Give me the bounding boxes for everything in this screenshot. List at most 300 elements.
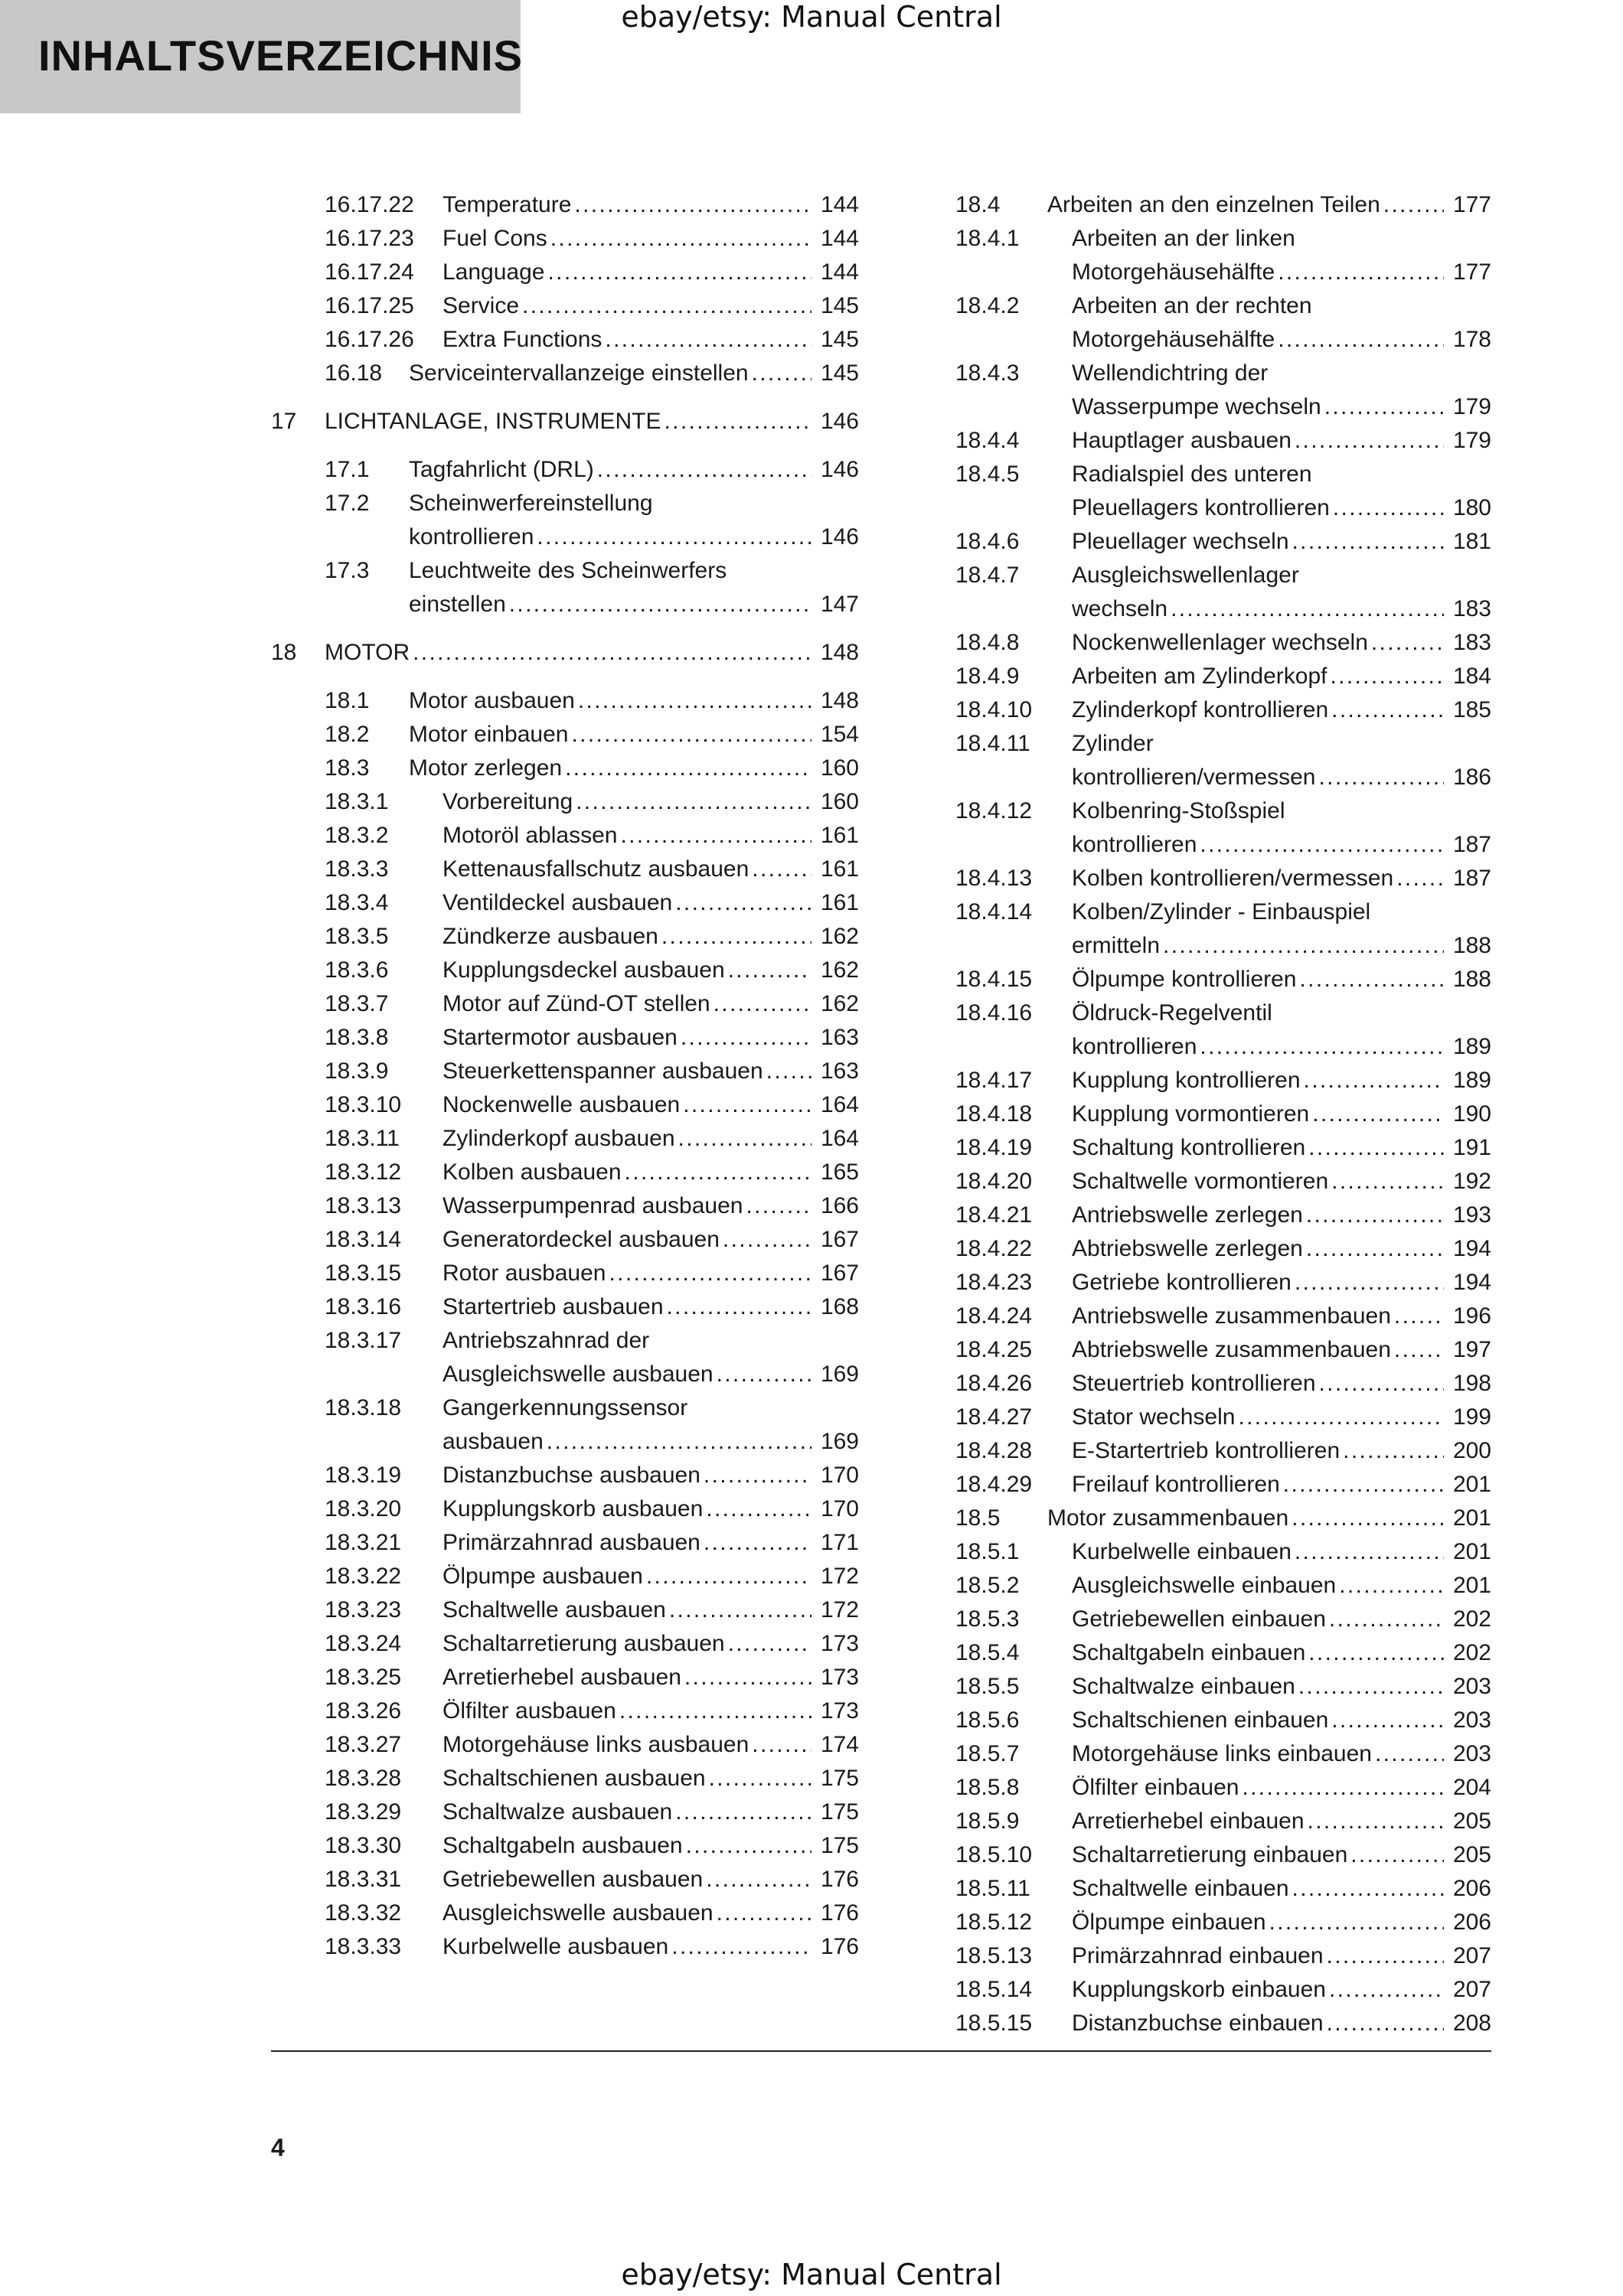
- toc-entry-number: 18.3.7: [325, 991, 389, 1016]
- toc-entry[interactable]: [271, 886, 859, 920]
- toc-entry[interactable]: [955, 1838, 1491, 1872]
- toc-entry[interactable]: [955, 895, 1491, 963]
- toc-entry[interactable]: [955, 1199, 1491, 1232]
- toc-entry[interactable]: [955, 1367, 1491, 1401]
- dot-leader: [704, 1526, 812, 1560]
- toc-entry-number: 16.17.26: [325, 327, 414, 352]
- toc-entry-title: Kupplungsdeckel ausbauen: [442, 957, 725, 983]
- toc-entry-title: kontrollieren/vermessen: [1072, 765, 1316, 790]
- toc-entry-page: 174: [820, 1732, 859, 1757]
- toc-entry[interactable]: [271, 1795, 859, 1829]
- dot-leader: [550, 222, 812, 256]
- toc-entry-page: 180: [1452, 495, 1491, 520]
- toc-entry-number: 18.4.6: [955, 529, 1020, 554]
- toc-entry-page: 191: [1452, 1135, 1491, 1160]
- toc-entry-number: 16.17.24: [325, 259, 414, 285]
- toc-entry[interactable]: [955, 1704, 1491, 1737]
- toc-entry-page: 201: [1452, 1472, 1491, 1497]
- toc-entry-page: 171: [820, 1530, 859, 1555]
- toc-entry-number: 18.4.9: [955, 664, 1020, 689]
- dot-leader: [1200, 1030, 1444, 1064]
- toc-entry-page: 168: [820, 1294, 859, 1319]
- toc-entry-number: 18.4.24: [955, 1303, 1033, 1329]
- toc-entry[interactable]: [955, 458, 1491, 525]
- toc-entry-number: 18.3.27: [325, 1732, 402, 1757]
- dot-leader: [1283, 1468, 1444, 1502]
- toc-entry-number: 18.5.6: [955, 1707, 1020, 1733]
- toc-entry-number: 18.3.26: [325, 1698, 402, 1724]
- toc-entry-number: 18.3.30: [325, 1833, 402, 1858]
- toc-entry-title: Zylinder: [1072, 731, 1154, 756]
- toc-entry-number: 17.1: [325, 457, 370, 482]
- toc-entry[interactable]: [271, 920, 859, 954]
- toc-entry[interactable]: [271, 1290, 859, 1324]
- toc-entry[interactable]: [271, 1189, 859, 1223]
- dot-leader: [686, 1829, 812, 1863]
- toc-entry-title: Ausgleichswelle ausbauen: [442, 1362, 714, 1387]
- toc-entry[interactable]: [271, 1627, 859, 1661]
- dot-leader: [1319, 1367, 1444, 1401]
- dot-leader: [1308, 1636, 1444, 1670]
- toc-entry-title: Motor einbauen: [409, 722, 569, 747]
- toc-entry-page: 187: [1452, 866, 1491, 891]
- toc-entry-page: 173: [820, 1698, 859, 1724]
- toc-entry-title: Motorgehäuse links einbauen: [1072, 1741, 1372, 1766]
- toc-entry-page: 176: [820, 1934, 859, 1959]
- toc-entry[interactable]: [955, 1636, 1491, 1670]
- toc-entry[interactable]: [271, 222, 859, 256]
- toc-entry-number: 18.4.17: [955, 1068, 1033, 1093]
- toc-entry[interactable]: [955, 1502, 1491, 1535]
- toc-entry[interactable]: [955, 357, 1491, 424]
- toc-entry[interactable]: [955, 1939, 1491, 1973]
- toc-entry-title: Abtriebswelle zerlegen: [1072, 1236, 1303, 1261]
- toc-entry-page: 167: [820, 1261, 859, 1286]
- dot-leader: [684, 1661, 812, 1694]
- toc-entry-number: 18.4.26: [955, 1371, 1033, 1396]
- toc-entry-number: 18.3.2: [325, 823, 389, 848]
- toc-entry[interactable]: [271, 1694, 859, 1728]
- toc-entry-page: 186: [1452, 765, 1491, 790]
- dot-leader: [1278, 323, 1444, 357]
- toc-entry[interactable]: [955, 1535, 1491, 1569]
- toc-entry[interactable]: [955, 1670, 1491, 1704]
- toc-entry-page: 175: [820, 1799, 859, 1825]
- toc-entry[interactable]: [271, 256, 859, 289]
- toc-entry[interactable]: [955, 1064, 1491, 1097]
- toc-entry-number: 18.3.11: [325, 1126, 400, 1151]
- toc-entry[interactable]: [955, 1805, 1491, 1838]
- toc-entry-title: Distanzbuchse einbauen: [1072, 2011, 1324, 2036]
- toc-entry-number: 16.17.23: [325, 226, 414, 251]
- toc-entry[interactable]: [271, 357, 859, 390]
- toc-entry[interactable]: [955, 626, 1491, 660]
- toc-entry-title: MOTOR: [325, 640, 410, 665]
- watermark-top: ebay/etsy: Manual Central: [621, 0, 1002, 34]
- toc-entry-title: Primärzahnrad ausbauen: [442, 1530, 700, 1555]
- dot-leader: [1269, 1906, 1444, 1939]
- toc-entry-number: 18.3.22: [325, 1564, 402, 1589]
- toc-entry-page: 175: [820, 1833, 859, 1858]
- toc-entry-title: Motoröl ablassen: [442, 823, 618, 848]
- page-number: 4: [271, 2134, 285, 2161]
- toc-entry-number: 18.3.19: [325, 1463, 402, 1488]
- toc-entry-page: 169: [820, 1362, 859, 1387]
- toc-entry[interactable]: [271, 1762, 859, 1795]
- toc-entry-number: 18.4.27: [955, 1404, 1033, 1430]
- toc-entry-title: Primärzahnrad einbauen: [1072, 1943, 1324, 1968]
- dot-leader: [665, 405, 812, 439]
- toc-entry-title: Scheinwerfereinstellung: [409, 491, 653, 516]
- dot-leader: [709, 1762, 812, 1795]
- dot-leader: [706, 1492, 812, 1526]
- toc-entry-page: 173: [820, 1631, 859, 1656]
- toc-entry[interactable]: [271, 1459, 859, 1492]
- toc-entry[interactable]: [271, 1896, 859, 1930]
- toc-entry-page: 172: [820, 1564, 859, 1589]
- toc-entry[interactable]: [955, 963, 1491, 996]
- toc-entry-number: 18.3.12: [325, 1159, 402, 1185]
- toc-entry-title: ermitteln: [1072, 933, 1161, 958]
- toc-entry-title: Wellendichtring der: [1072, 360, 1269, 386]
- toc-entry[interactable]: [271, 554, 859, 621]
- toc-entry[interactable]: [955, 660, 1491, 693]
- toc-entry-number: 18.4.21: [955, 1202, 1033, 1228]
- toc-entry[interactable]: [955, 424, 1491, 458]
- toc-entry[interactable]: [955, 1300, 1491, 1333]
- toc-entry-number: 18.5.5: [955, 1674, 1020, 1699]
- toc-entry[interactable]: [271, 1391, 859, 1459]
- dot-leader: [1350, 1838, 1444, 1872]
- toc-entry-page: 207: [1452, 1977, 1491, 2002]
- dot-leader: [675, 886, 812, 920]
- watermark-bottom: ebay/etsy: Manual Central: [621, 2258, 1002, 2291]
- toc-entry-title: Nockenwelle ausbauen: [442, 1092, 681, 1117]
- toc-entry[interactable]: [271, 1526, 859, 1560]
- dot-leader: [1394, 1333, 1444, 1367]
- toc-entry-page: 200: [1452, 1438, 1491, 1463]
- dot-leader: [671, 1930, 812, 1964]
- toc-entry[interactable]: [271, 1492, 859, 1526]
- toc-entry[interactable]: [955, 559, 1491, 626]
- toc-entry-number: 18.4.7: [955, 563, 1020, 588]
- toc-entry-title: Arbeiten am Zylinderkopf: [1072, 664, 1327, 689]
- toc-entry-page: 201: [1452, 1539, 1491, 1564]
- toc-entry-number: 18.4.14: [955, 899, 1033, 925]
- toc-entry-page: 203: [1452, 1707, 1491, 1733]
- toc-entry-title: Arbeiten an der rechten: [1072, 293, 1312, 318]
- toc-entry-page: 203: [1452, 1674, 1491, 1699]
- toc-entry[interactable]: [271, 819, 859, 853]
- toc-entry-page: 165: [820, 1159, 859, 1185]
- toc-entry[interactable]: [271, 718, 859, 752]
- toc-entry[interactable]: [955, 1468, 1491, 1502]
- toc-entry[interactable]: [955, 525, 1491, 559]
- toc-entry-page: 206: [1452, 1910, 1491, 1935]
- dot-leader: [675, 1795, 812, 1829]
- dot-leader: [1327, 2007, 1444, 2040]
- toc-entry-page: 144: [820, 259, 859, 285]
- toc-entry[interactable]: [955, 1097, 1491, 1131]
- toc-entry-title: Kolben kontrollieren/vermessen: [1072, 866, 1394, 891]
- dot-leader: [752, 357, 812, 390]
- toc-entry[interactable]: [955, 794, 1491, 862]
- toc-entry-page: 202: [1452, 1640, 1491, 1665]
- dot-leader: [1238, 1401, 1444, 1434]
- toc-entry-page: 194: [1452, 1236, 1491, 1261]
- toc-entry-title: Ventildeckel ausbauen: [442, 890, 673, 915]
- dot-leader: [714, 987, 812, 1021]
- dot-leader: [620, 819, 812, 853]
- dot-leader: [413, 636, 812, 670]
- toc-entry-page: 144: [820, 192, 859, 217]
- toc-entry-number: 18.5: [955, 1505, 1001, 1531]
- toc-entry-number: 18.3.28: [325, 1766, 402, 1791]
- toc-entry-title: Kolben/Zylinder - Einbauspiel: [1072, 899, 1371, 925]
- toc-entry-number: 18.3.9: [325, 1058, 389, 1084]
- toc-entry[interactable]: [955, 1434, 1491, 1468]
- toc-entry-number: 18.5.9: [955, 1808, 1020, 1834]
- toc-entry[interactable]: [271, 1257, 859, 1290]
- toc-entry-number: 18.3.31: [325, 1867, 402, 1892]
- toc-entry[interactable]: [271, 1661, 859, 1694]
- toc-entry[interactable]: [955, 222, 1491, 289]
- toc-entry[interactable]: [955, 1872, 1491, 1906]
- dot-leader: [537, 520, 812, 554]
- toc-entry-number: 18.4.16: [955, 1000, 1033, 1026]
- toc-entry[interactable]: [955, 727, 1491, 794]
- toc-entry-page: 208: [1452, 2011, 1491, 2036]
- toc-entry[interactable]: [271, 1593, 859, 1627]
- toc-entry-title: Ölpumpe einbauen: [1072, 1910, 1266, 1935]
- dot-leader: [597, 453, 812, 487]
- toc-entry[interactable]: [271, 1863, 859, 1896]
- toc-entry-page: 170: [820, 1496, 859, 1521]
- toc-entry-page: 166: [820, 1193, 859, 1218]
- toc-entry-title: Serviceintervallanzeige einstellen: [409, 360, 749, 386]
- toc-entry-number: 18.1: [325, 688, 370, 713]
- toc-entry[interactable]: [955, 996, 1491, 1064]
- toc-entry-title: Kolben ausbauen: [442, 1159, 622, 1185]
- toc-entry-number: 18.3.17: [325, 1328, 402, 1353]
- toc-entry-title: Vorbereitung: [442, 789, 573, 814]
- toc-entry-title: Distanzbuchse ausbauen: [442, 1463, 700, 1488]
- dot-leader: [574, 188, 812, 222]
- dot-leader: [752, 853, 812, 886]
- toc-entry-page: 145: [820, 327, 859, 352]
- toc-entry-number: 18.5.1: [955, 1539, 1020, 1564]
- toc-entry-title: einstellen: [409, 592, 506, 617]
- dot-leader: [1312, 1097, 1444, 1131]
- dot-leader: [509, 588, 812, 621]
- toc-entry-page: 179: [1452, 428, 1491, 453]
- toc-entry-page: 202: [1452, 1606, 1491, 1632]
- toc-entry[interactable]: [271, 684, 859, 718]
- toc-entry-page: 183: [1452, 630, 1491, 655]
- toc-entry[interactable]: [955, 1737, 1491, 1771]
- toc-entry[interactable]: [955, 1131, 1491, 1165]
- toc-entry-title: Zylinderkopf ausbauen: [442, 1126, 675, 1151]
- toc-entry[interactable]: [955, 1906, 1491, 1939]
- toc-entry[interactable]: [955, 289, 1491, 357]
- toc-entry-page: 204: [1452, 1775, 1491, 1800]
- toc-entry-title: Getriebewellen ausbauen: [442, 1867, 704, 1892]
- toc-entry[interactable]: [271, 1930, 859, 1964]
- toc-entry-title: kontrollieren: [1072, 832, 1197, 857]
- toc-entry-number: 18.3.20: [325, 1496, 402, 1521]
- toc-entry-page: 188: [1452, 967, 1491, 992]
- toc-entry[interactable]: [955, 188, 1491, 222]
- toc-entry-title: Wasserpumpe wechseln: [1072, 394, 1321, 419]
- toc-entry-page: 184: [1452, 664, 1491, 689]
- dot-leader: [619, 1694, 812, 1728]
- toc-entry[interactable]: [271, 323, 859, 357]
- toc-entry-title: Schaltung kontrollieren: [1072, 1135, 1306, 1160]
- toc-entry[interactable]: [271, 1021, 859, 1055]
- toc-entry-title: Radialspiel des unteren: [1072, 461, 1312, 487]
- toc-entry-title: Language: [442, 259, 545, 285]
- toc-entry-title: Nockenwellenlager wechseln: [1072, 630, 1368, 655]
- toc-entry[interactable]: [271, 1223, 859, 1257]
- toc-entry[interactable]: [271, 487, 859, 554]
- toc-entry[interactable]: [955, 1401, 1491, 1434]
- toc-entry-title: Kupplungskorb ausbauen: [442, 1496, 704, 1521]
- toc-entry[interactable]: [271, 752, 859, 785]
- toc-entry-number: 16.17.22: [325, 192, 414, 217]
- toc-entry-number: 18.4.13: [955, 866, 1033, 891]
- toc-entry-number: 18.5.7: [955, 1741, 1020, 1766]
- toc-entry-page: 175: [820, 1766, 859, 1791]
- dot-leader: [1299, 963, 1444, 996]
- toc-entry-page: 206: [1452, 1876, 1491, 1901]
- toc-entry[interactable]: [271, 1122, 859, 1156]
- toc-entry[interactable]: [955, 1232, 1491, 1266]
- toc-entry-number: 18.5.8: [955, 1775, 1020, 1800]
- toc-entry-number: 18.3.6: [325, 957, 389, 983]
- toc-entry-title: Antriebszahnrad der: [442, 1328, 650, 1353]
- toc-entry[interactable]: [271, 987, 859, 1021]
- toc-entry-page: 144: [820, 226, 859, 251]
- toc-entry[interactable]: [271, 954, 859, 987]
- toc-entry[interactable]: [955, 1771, 1491, 1805]
- toc-entry-number: 18.5.13: [955, 1943, 1033, 1968]
- toc-entry-number: 17.2: [325, 491, 370, 516]
- toc-entry-title: Motorgehäusehälfte: [1072, 259, 1275, 285]
- toc-entry-page: 161: [820, 890, 859, 915]
- toc-entry-number: 18.4.15: [955, 967, 1033, 992]
- toc-entry[interactable]: [271, 1324, 859, 1391]
- toc-entry-page: 189: [1452, 1034, 1491, 1059]
- toc-entry-title: Ausgleichswelle ausbauen: [442, 1900, 714, 1926]
- toc-entry-number: 18.5.14: [955, 1977, 1033, 2002]
- dot-leader: [1333, 491, 1444, 525]
- dot-leader: [1331, 660, 1445, 693]
- toc-entry[interactable]: [955, 1973, 1491, 2007]
- toc-entry-title: Steuerkettenspanner ausbauen: [442, 1058, 763, 1084]
- toc-entry-title: Arbeiten an der linken: [1072, 226, 1295, 251]
- toc-entry-page: 176: [820, 1900, 859, 1926]
- dot-leader: [1375, 1737, 1444, 1771]
- toc-entry-title: Pleuellager wechseln: [1072, 529, 1289, 554]
- toc-entry[interactable]: [955, 1266, 1491, 1300]
- toc-entry-title: Zylinderkopf kontrollieren: [1072, 697, 1329, 722]
- dot-leader: [1318, 761, 1444, 794]
- toc-entry-page: 163: [820, 1058, 859, 1084]
- dot-leader: [1308, 1805, 1444, 1838]
- toc-entry-title: Stator wechseln: [1072, 1404, 1236, 1430]
- toc-entry[interactable]: [271, 1055, 859, 1088]
- toc-entry-page: 160: [820, 755, 859, 781]
- toc-entry-number: 18.4.29: [955, 1472, 1033, 1497]
- toc-entry[interactable]: [955, 1603, 1491, 1636]
- toc-entry[interactable]: [271, 853, 859, 886]
- toc-entry-page: 193: [1452, 1202, 1491, 1228]
- dot-leader: [547, 256, 812, 289]
- toc-entry-number: 18.4.25: [955, 1337, 1033, 1362]
- dot-leader: [1327, 1939, 1444, 1973]
- toc-entry-page: 170: [820, 1463, 859, 1488]
- toc-entry-page: 163: [820, 1025, 859, 1050]
- toc-entry[interactable]: [271, 1560, 859, 1593]
- toc-entry-title: Schaltwelle ausbauen: [442, 1597, 666, 1623]
- toc-entry-page: 176: [820, 1867, 859, 1892]
- toc-entry[interactable]: [955, 862, 1491, 895]
- toc-chapter-entry[interactable]: [271, 636, 859, 670]
- toc-entry-number: 18.5.2: [955, 1573, 1020, 1598]
- toc-entry[interactable]: [271, 1156, 859, 1189]
- dot-leader: [1324, 390, 1444, 424]
- toc-entry-number: 18.3.16: [325, 1294, 402, 1319]
- toc-entry-title: Tagfahrlicht (DRL): [409, 457, 594, 482]
- dot-leader: [728, 954, 812, 987]
- dot-leader: [1394, 1300, 1444, 1333]
- toc-entry-number: 18.4.28: [955, 1438, 1033, 1463]
- dot-leader: [1200, 828, 1444, 862]
- toc-entry-page: 146: [820, 524, 859, 550]
- toc-chapter-entry[interactable]: [271, 405, 859, 439]
- toc-entry-page: 148: [820, 688, 859, 713]
- dot-leader: [752, 1728, 812, 1762]
- toc-entry-number: 18.3.10: [325, 1092, 402, 1117]
- dot-leader: [678, 1122, 812, 1156]
- toc-entry-title: Steuertrieb kontrollieren: [1072, 1371, 1316, 1396]
- dot-leader: [1329, 1603, 1444, 1636]
- toc-entry[interactable]: [271, 289, 859, 323]
- toc-entry-number: 18.3.32: [325, 1900, 402, 1926]
- toc-entry[interactable]: [271, 188, 859, 222]
- toc-entry[interactable]: [955, 693, 1491, 727]
- dot-leader: [576, 785, 812, 819]
- toc-entry[interactable]: [955, 1165, 1491, 1199]
- toc-entry-title: Generatordeckel ausbauen: [442, 1227, 720, 1252]
- toc-entry[interactable]: [955, 1333, 1491, 1367]
- toc-entry[interactable]: [955, 1569, 1491, 1603]
- toc-entry-title: Startertrieb ausbauen: [442, 1294, 664, 1319]
- toc-entry-number: 18.3.23: [325, 1597, 402, 1623]
- toc-entry[interactable]: [271, 1088, 859, 1122]
- toc-entry-page: 189: [1452, 1068, 1491, 1093]
- toc-entry[interactable]: [271, 1829, 859, 1863]
- toc-entry[interactable]: [271, 1728, 859, 1762]
- toc-entry[interactable]: [271, 453, 859, 487]
- toc-entry[interactable]: [955, 2007, 1491, 2040]
- dot-leader: [1306, 1232, 1444, 1266]
- toc-entry-title: Schaltwalze ausbauen: [442, 1799, 673, 1825]
- toc-entry-title: Zündkerze ausbauen: [442, 924, 658, 949]
- toc-entry[interactable]: [271, 785, 859, 819]
- toc-entry-number: 18.4.2: [955, 293, 1020, 318]
- toc-entry-page: 181: [1452, 529, 1491, 554]
